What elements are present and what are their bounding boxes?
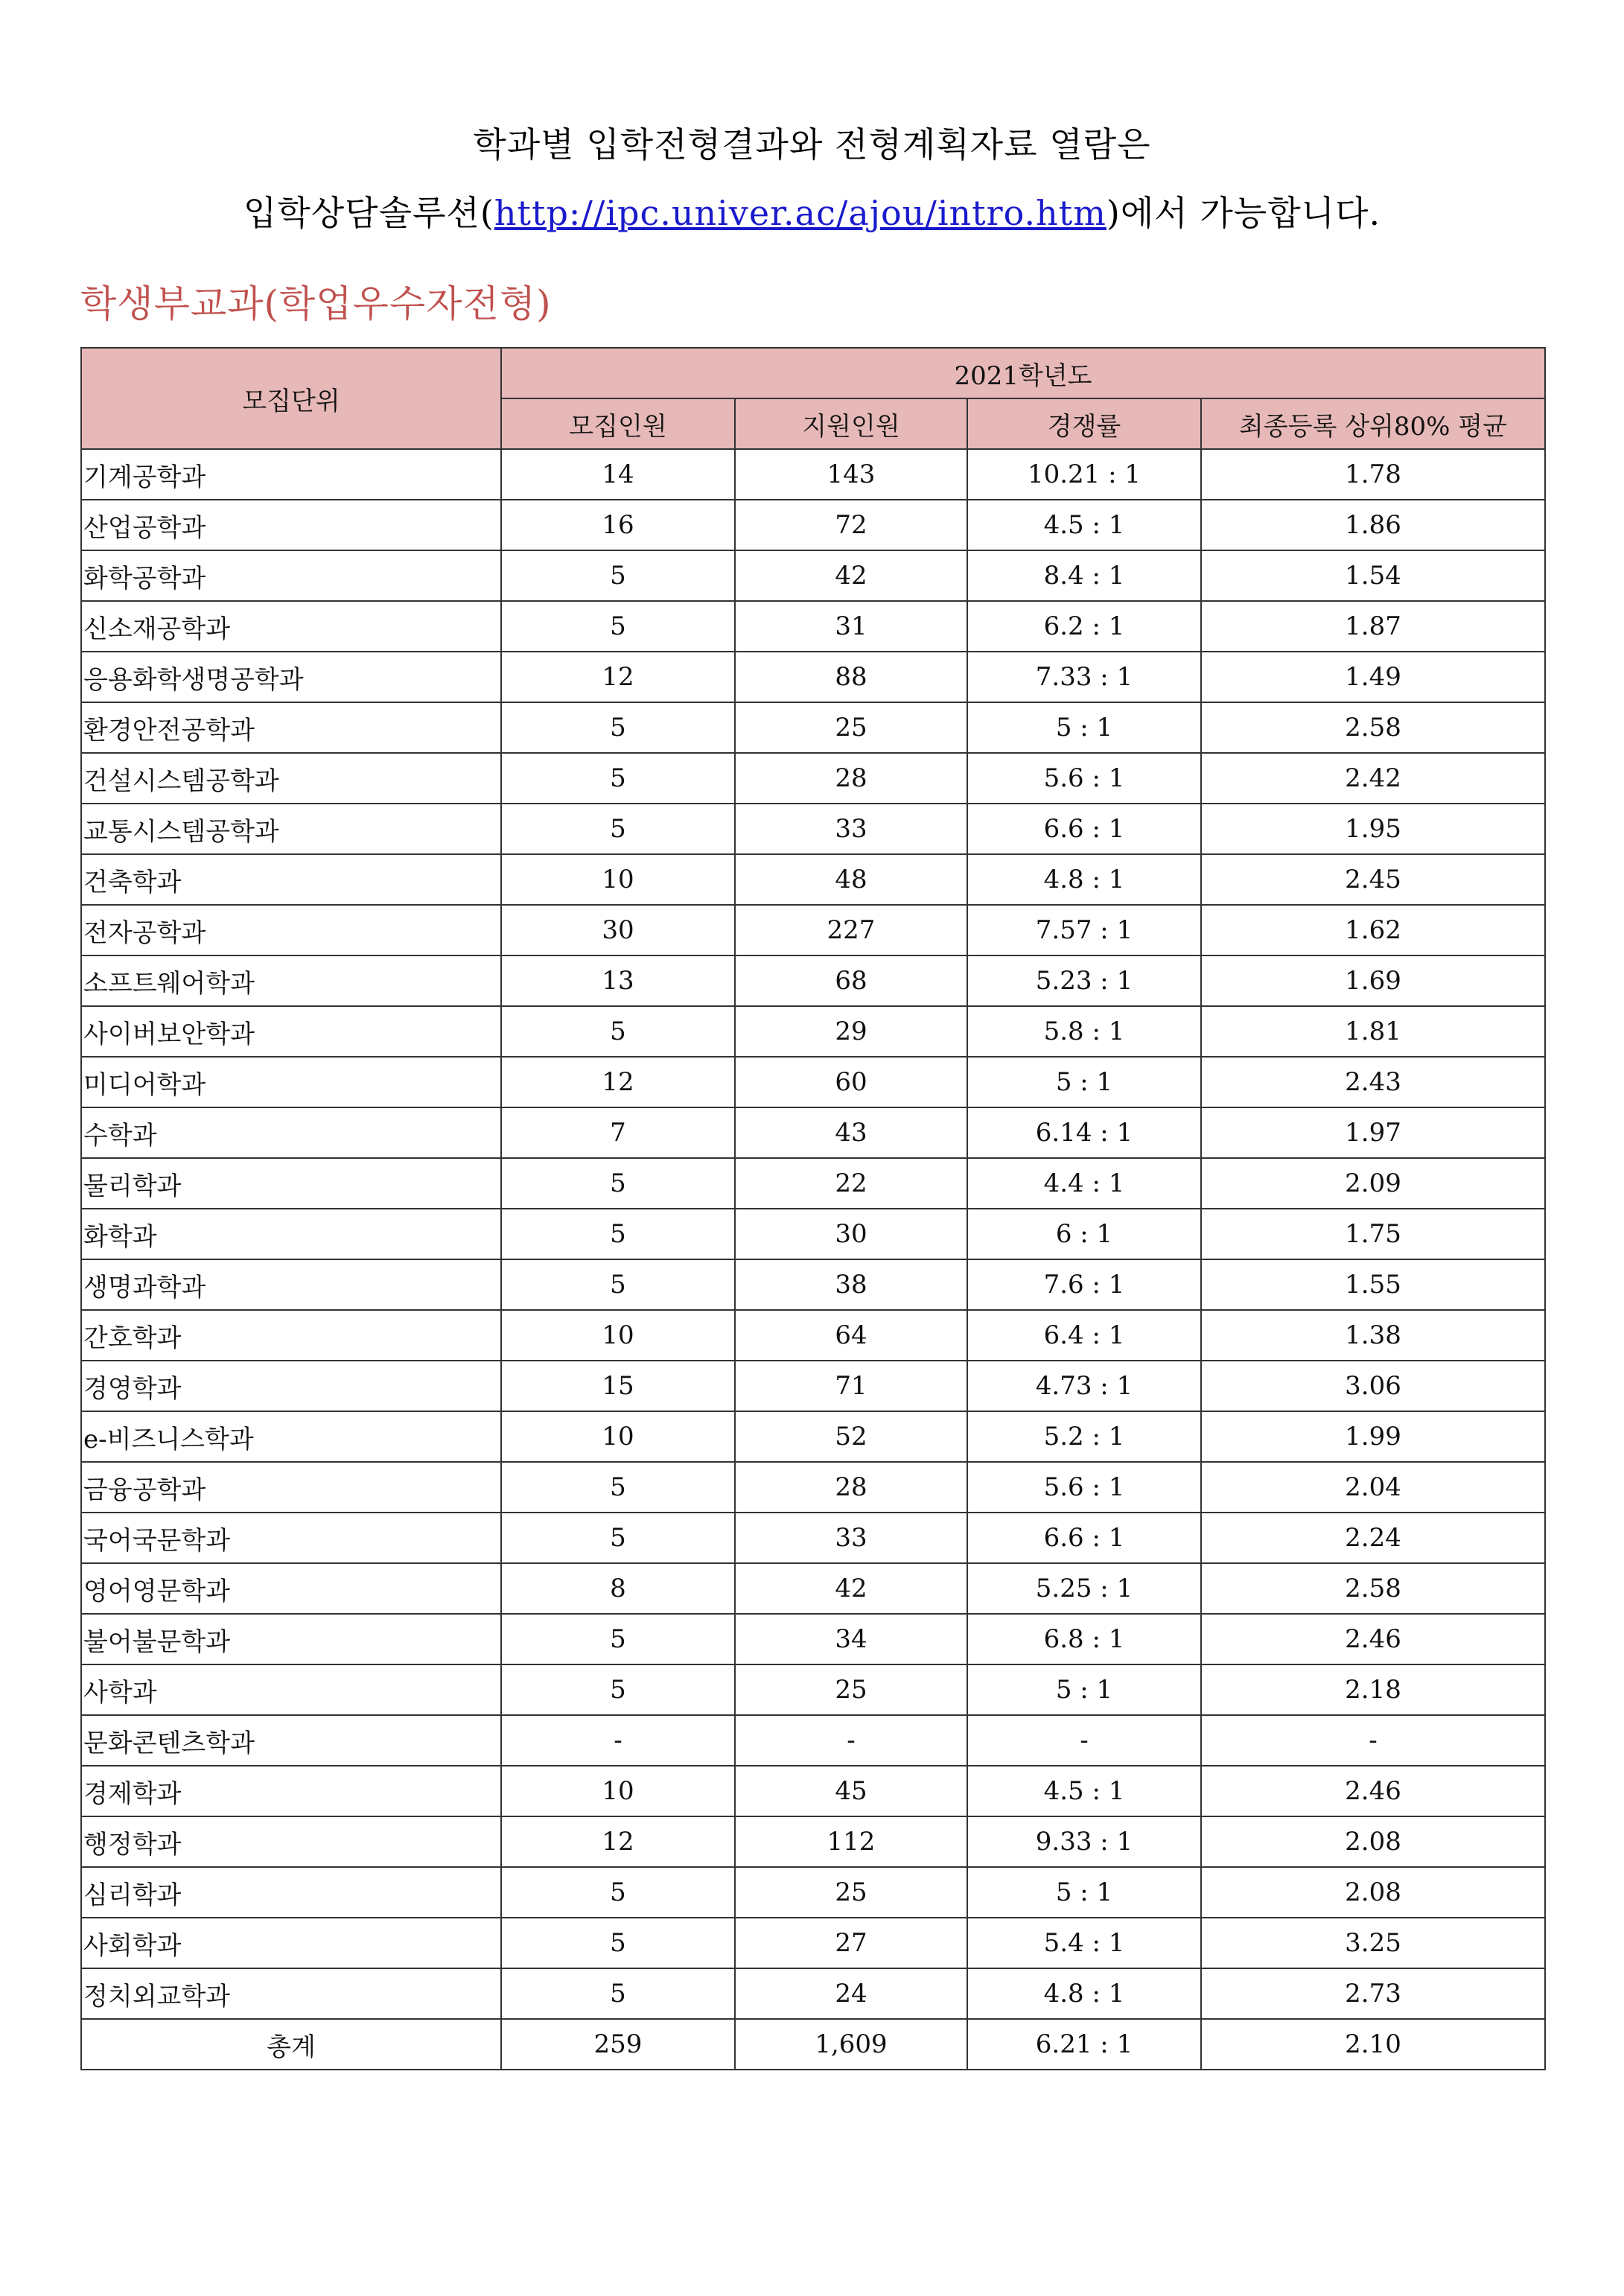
department-name-cell: 간호학과 [81, 1310, 501, 1361]
competition-rate-cell: 5.23 : 1 [967, 955, 1201, 1006]
competition-rate-cell: 5.4 : 1 [967, 1918, 1201, 1968]
applicants-cell: 45 [735, 1766, 967, 1816]
table-row [81, 1411, 1545, 1462]
department-name-cell: 환경안전공학과 [81, 702, 501, 753]
applicants-cell: 22 [735, 1158, 967, 1209]
department-name-cell: 심리학과 [81, 1867, 501, 1918]
applicants-cell: 71 [735, 1361, 967, 1411]
table-row [81, 1361, 1545, 1411]
top80-average-cell: 2.46 [1201, 1766, 1545, 1816]
table-row [81, 601, 1545, 652]
total-department-name-cell: 총계 [81, 2019, 501, 2070]
quota-cell: 5 [501, 1158, 735, 1209]
competition-rate-cell: 6 : 1 [967, 1209, 1201, 1259]
applicants-cell: 64 [735, 1310, 967, 1361]
quota-cell: 5 [501, 1513, 735, 1563]
department-name-cell: 화학과 [81, 1209, 501, 1259]
applicants-cell: 25 [735, 702, 967, 753]
quota-cell: 10 [501, 1766, 735, 1816]
table-header [81, 348, 1545, 449]
top80-average-cell: 2.42 [1201, 753, 1545, 804]
top80-average-cell: 2.43 [1201, 1057, 1545, 1107]
total-row [81, 2019, 1545, 2070]
intro-line-2-prefix: 입학상담솔루션( [243, 193, 494, 233]
competition-rate-cell: 6.6 : 1 [967, 804, 1201, 854]
applicants-cell: 38 [735, 1259, 967, 1310]
table-row [81, 1057, 1545, 1107]
top80-average-cell: 1.97 [1201, 1107, 1545, 1158]
competition-rate-cell: 7.33 : 1 [967, 652, 1201, 702]
department-name-cell: 응용화학생명공학과 [81, 652, 501, 702]
intro-line-2 [0, 179, 1624, 247]
department-name-cell: 행정학과 [81, 1816, 501, 1867]
quota-cell: 5 [501, 1006, 735, 1057]
top80-average-cell: 1.87 [1201, 601, 1545, 652]
competition-rate-cell: 4.8 : 1 [967, 1968, 1201, 2019]
department-name-cell: 문화콘텐츠학과 [81, 1715, 501, 1766]
competition-rate-cell: 10.21 : 1 [967, 449, 1201, 500]
quota-cell: 13 [501, 955, 735, 1006]
quota-cell: 12 [501, 1057, 735, 1107]
department-name-cell: 교통시스템공학과 [81, 804, 501, 854]
applicants-cell: 112 [735, 1816, 967, 1867]
top80-average-cell: 1.95 [1201, 804, 1545, 854]
department-name-cell: 국어국문학과 [81, 1513, 501, 1563]
table-row [81, 550, 1545, 601]
department-name-cell: 미디어학과 [81, 1057, 501, 1107]
department-name-cell: 건축학과 [81, 854, 501, 905]
quota-cell: 5 [501, 1867, 735, 1918]
quota-cell: 5 [501, 1462, 735, 1513]
quota-cell: 30 [501, 905, 735, 955]
competition-rate-cell: 5 : 1 [967, 1057, 1201, 1107]
header-top80-average: 최종등록 상위80% 평균 [1201, 398, 1545, 449]
header-applicants: 지원인원 [735, 398, 967, 449]
department-name-cell: 정치외교학과 [81, 1968, 501, 2019]
quota-cell: 5 [501, 1664, 735, 1715]
table-row [81, 1968, 1545, 2019]
quota-cell: 5 [501, 550, 735, 601]
competition-rate-cell: 5 : 1 [967, 1867, 1201, 1918]
quota-cell: 5 [501, 1968, 735, 2019]
top80-average-cell: 2.58 [1201, 702, 1545, 753]
intro-line-2-suffix: )에서 가능합니다. [1106, 193, 1381, 233]
table-row [81, 804, 1545, 854]
quota-cell: 12 [501, 652, 735, 702]
table-row [81, 1614, 1545, 1664]
competition-rate-cell: 5 : 1 [967, 702, 1201, 753]
top80-average-cell: 3.06 [1201, 1361, 1545, 1411]
top80-average-cell: 1.86 [1201, 500, 1545, 550]
quota-cell: 5 [501, 1614, 735, 1664]
quota-cell: - [501, 1715, 735, 1766]
table-row [81, 1310, 1545, 1361]
top80-average-cell: 1.49 [1201, 652, 1545, 702]
table-row [81, 702, 1545, 753]
competition-rate-cell: 5.8 : 1 [967, 1006, 1201, 1057]
top80-average-cell: 2.58 [1201, 1563, 1545, 1614]
quota-cell: 8 [501, 1563, 735, 1614]
table-row [81, 1563, 1545, 1614]
top80-average-cell: 2.09 [1201, 1158, 1545, 1209]
applicants-cell: 30 [735, 1209, 967, 1259]
total-competition-rate-cell: 6.21 : 1 [967, 2019, 1201, 2070]
top80-average-cell: 1.55 [1201, 1259, 1545, 1310]
total-top80-average-cell: 2.10 [1201, 2019, 1545, 2070]
competition-rate-cell: 5.6 : 1 [967, 753, 1201, 804]
applicants-cell: 43 [735, 1107, 967, 1158]
department-name-cell: 화학공학과 [81, 550, 501, 601]
competition-rate-cell: 6.4 : 1 [967, 1310, 1201, 1361]
table-row [81, 1867, 1545, 1918]
applicants-cell: 48 [735, 854, 967, 905]
competition-rate-cell: 5.25 : 1 [967, 1563, 1201, 1614]
applicants-cell: 72 [735, 500, 967, 550]
competition-rate-cell: 4.4 : 1 [967, 1158, 1201, 1209]
applicants-cell: 33 [735, 1513, 967, 1563]
applicants-cell: 227 [735, 905, 967, 955]
table-row [81, 449, 1545, 500]
applicants-cell: 143 [735, 449, 967, 500]
competition-rate-cell: 6.2 : 1 [967, 601, 1201, 652]
department-name-cell: 기계공학과 [81, 449, 501, 500]
quota-cell: 10 [501, 1310, 735, 1361]
table-row [81, 1006, 1545, 1057]
quota-cell: 10 [501, 1411, 735, 1462]
applicants-cell: 42 [735, 1563, 967, 1614]
department-name-cell: 생명과학과 [81, 1259, 501, 1310]
applicants-cell: 68 [735, 955, 967, 1006]
top80-average-cell: 3.25 [1201, 1918, 1545, 1968]
department-name-cell: 사회학과 [81, 1918, 501, 1968]
quota-cell: 10 [501, 854, 735, 905]
competition-rate-cell: 4.73 : 1 [967, 1361, 1201, 1411]
total-quota-cell: 259 [501, 2019, 735, 2070]
quota-cell: 5 [501, 753, 735, 804]
competition-rate-cell: 5 : 1 [967, 1664, 1201, 1715]
department-name-cell: 산업공학과 [81, 500, 501, 550]
competition-rate-cell: 9.33 : 1 [967, 1816, 1201, 1867]
department-name-cell: 수학과 [81, 1107, 501, 1158]
top80-average-cell: 1.38 [1201, 1310, 1545, 1361]
section-title: 학생부교과(학업우수자전형) [80, 282, 552, 325]
quota-cell: 15 [501, 1361, 735, 1411]
department-name-cell: 전자공학과 [81, 905, 501, 955]
table-row [81, 1209, 1545, 1259]
admission-results-table [80, 347, 1546, 2070]
quota-cell: 5 [501, 1259, 735, 1310]
top80-average-cell: - [1201, 1715, 1545, 1766]
applicants-cell: 42 [735, 550, 967, 601]
table-row [81, 1816, 1545, 1867]
competition-rate-cell: 6.8 : 1 [967, 1614, 1201, 1664]
top80-average-cell: 2.45 [1201, 854, 1545, 905]
department-name-cell: 물리학과 [81, 1158, 501, 1209]
quota-cell: 7 [501, 1107, 735, 1158]
table-row [81, 1766, 1545, 1816]
applicants-cell: 52 [735, 1411, 967, 1462]
department-name-cell: 경영학과 [81, 1361, 501, 1411]
quota-cell: 16 [501, 500, 735, 550]
applicants-cell: 60 [735, 1057, 967, 1107]
top80-average-cell: 2.46 [1201, 1614, 1545, 1664]
table-row [81, 1107, 1545, 1158]
top80-average-cell: 1.69 [1201, 955, 1545, 1006]
top80-average-cell: 1.75 [1201, 1209, 1545, 1259]
department-name-cell: 불어불문학과 [81, 1614, 501, 1664]
quota-cell: 5 [501, 601, 735, 652]
competition-rate-cell: 4.5 : 1 [967, 1766, 1201, 1816]
quota-cell: 5 [501, 702, 735, 753]
table-row [81, 955, 1545, 1006]
table-row [81, 652, 1545, 702]
quota-cell: 12 [501, 1816, 735, 1867]
table-row [81, 1259, 1545, 1310]
department-name-cell: 금융공학과 [81, 1462, 501, 1513]
table-row [81, 1715, 1545, 1766]
table-row [81, 1158, 1545, 1209]
top80-average-cell: 1.99 [1201, 1411, 1545, 1462]
competition-rate-cell: 4.8 : 1 [967, 854, 1201, 905]
applicants-cell: 33 [735, 804, 967, 854]
competition-rate-cell: - [967, 1715, 1201, 1766]
header-competition-rate: 경쟁률 [967, 398, 1201, 449]
intro-notice [0, 110, 1624, 247]
applicants-cell: 27 [735, 1918, 967, 1968]
top80-average-cell: 1.62 [1201, 905, 1545, 955]
table-body [81, 449, 1545, 2070]
quota-cell: 5 [501, 1918, 735, 1968]
competition-rate-cell: 7.6 : 1 [967, 1259, 1201, 1310]
applicants-cell: 88 [735, 652, 967, 702]
table-row [81, 854, 1545, 905]
department-name-cell: 영어영문학과 [81, 1563, 501, 1614]
top80-average-cell: 1.81 [1201, 1006, 1545, 1057]
top80-average-cell: 2.08 [1201, 1816, 1545, 1867]
header-year: 2021학년도 [501, 348, 1545, 398]
quota-cell: 14 [501, 449, 735, 500]
competition-rate-cell: 6.14 : 1 [967, 1107, 1201, 1158]
applicants-cell: 31 [735, 601, 967, 652]
applicants-cell: 28 [735, 753, 967, 804]
table-row [81, 1664, 1545, 1715]
table-row [81, 1513, 1545, 1563]
applicants-cell: - [735, 1715, 967, 1766]
competition-rate-cell: 4.5 : 1 [967, 500, 1201, 550]
department-name-cell: 사이버보안학과 [81, 1006, 501, 1057]
top80-average-cell: 2.24 [1201, 1513, 1545, 1563]
quota-cell: 5 [501, 1209, 735, 1259]
top80-average-cell: 1.78 [1201, 449, 1545, 500]
applicants-cell: 29 [735, 1006, 967, 1057]
competition-rate-cell: 5.6 : 1 [967, 1462, 1201, 1513]
applicants-cell: 34 [735, 1614, 967, 1664]
top80-average-cell: 2.18 [1201, 1664, 1545, 1715]
applicants-cell: 25 [735, 1664, 967, 1715]
top80-average-cell: 2.08 [1201, 1867, 1545, 1918]
competition-rate-cell: 8.4 : 1 [967, 550, 1201, 601]
competition-rate-cell: 5.2 : 1 [967, 1411, 1201, 1462]
header-unit: 모집단위 [81, 348, 501, 449]
applicants-cell: 24 [735, 1968, 967, 2019]
department-name-cell: 소프트웨어학과 [81, 955, 501, 1006]
table-row [81, 1462, 1545, 1513]
competition-rate-cell: 6.6 : 1 [967, 1513, 1201, 1563]
department-name-cell: 사학과 [81, 1664, 501, 1715]
top80-average-cell: 1.54 [1201, 550, 1545, 601]
table-row [81, 500, 1545, 550]
header-quota: 모집인원 [501, 398, 735, 449]
competition-rate-cell: 7.57 : 1 [967, 905, 1201, 955]
department-name-cell: e-비즈니스학과 [81, 1411, 501, 1462]
table-row [81, 753, 1545, 804]
top80-average-cell: 2.73 [1201, 1968, 1545, 2019]
department-name-cell: 건설시스템공학과 [81, 753, 501, 804]
department-name-cell: 신소재공학과 [81, 601, 501, 652]
table-row [81, 1918, 1545, 1968]
quota-cell: 5 [501, 804, 735, 854]
applicants-cell: 25 [735, 1867, 967, 1918]
intro-line-1: 학과별 입학전형결과와 전형계획자료 열람은 [473, 124, 1151, 165]
table-row [81, 905, 1545, 955]
applicants-cell: 28 [735, 1462, 967, 1513]
department-name-cell: 경제학과 [81, 1766, 501, 1816]
counseling-solution-link[interactable]: http://ipc.univer.ac/ajou/intro.htm [494, 193, 1106, 233]
total-applicants-cell: 1,609 [735, 2019, 967, 2070]
top80-average-cell: 2.04 [1201, 1462, 1545, 1513]
